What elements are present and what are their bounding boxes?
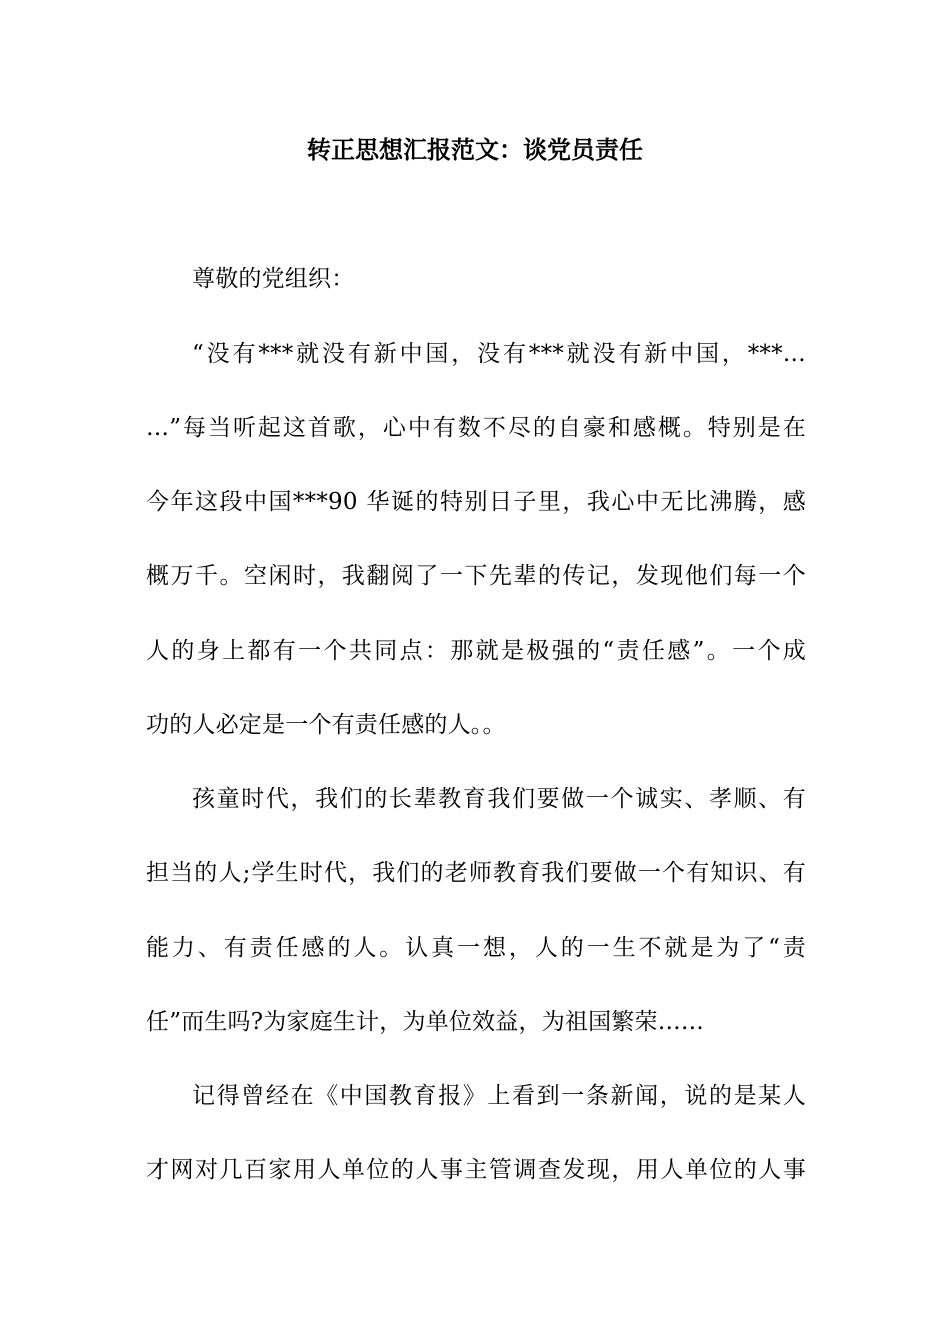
paragraph-line: 担当的人;学生时代，我们的老师教育我们要做一个有知识、有 bbox=[146, 860, 806, 886]
paragraph-line: 人的身上都有一个共同点：那就是极强的“责任感”。一个成 bbox=[146, 638, 806, 664]
paragraph-line: 能力、有责任感的人。认真一想，人的一生不就是为了“责 bbox=[146, 935, 806, 961]
paragraph-line: 孩童时代，我们的长辈教育我们要做一个诚实、孝顺、有 bbox=[192, 786, 806, 812]
paragraph-line: 功的人必定是一个有责任感的人。。 bbox=[146, 712, 506, 738]
salutation: 尊敬的党组织： bbox=[192, 266, 355, 292]
document-title: 转正思想汇报范文：谈党员责任 bbox=[307, 135, 643, 164]
paragraph-line: 任”而生吗?为家庭生计，为单位效益，为祖国繁荣…… bbox=[146, 1009, 705, 1035]
paragraph-line: 概万千。空闲时，我翻阅了一下先辈的传记，发现他们每一个 bbox=[146, 563, 806, 589]
paragraph-line: 才网对几百家用人单位的人事主管调查发现，用人单位的人事 bbox=[146, 1157, 806, 1183]
paragraph-line: 记得曾经在《中国教育报》上看到一条新闻，说的是某人 bbox=[192, 1083, 806, 1109]
paragraph-line: 今年这段中国***90 华诞的特别日子里，我心中无比沸腾，感 bbox=[146, 489, 806, 515]
paragraph-line: “没有***就没有新中国，没有***就没有新中国，***… bbox=[192, 341, 806, 367]
paragraph-line: …”每当听起这首歌，心中有数不尽的自豪和感概。特别是在 bbox=[146, 415, 806, 441]
